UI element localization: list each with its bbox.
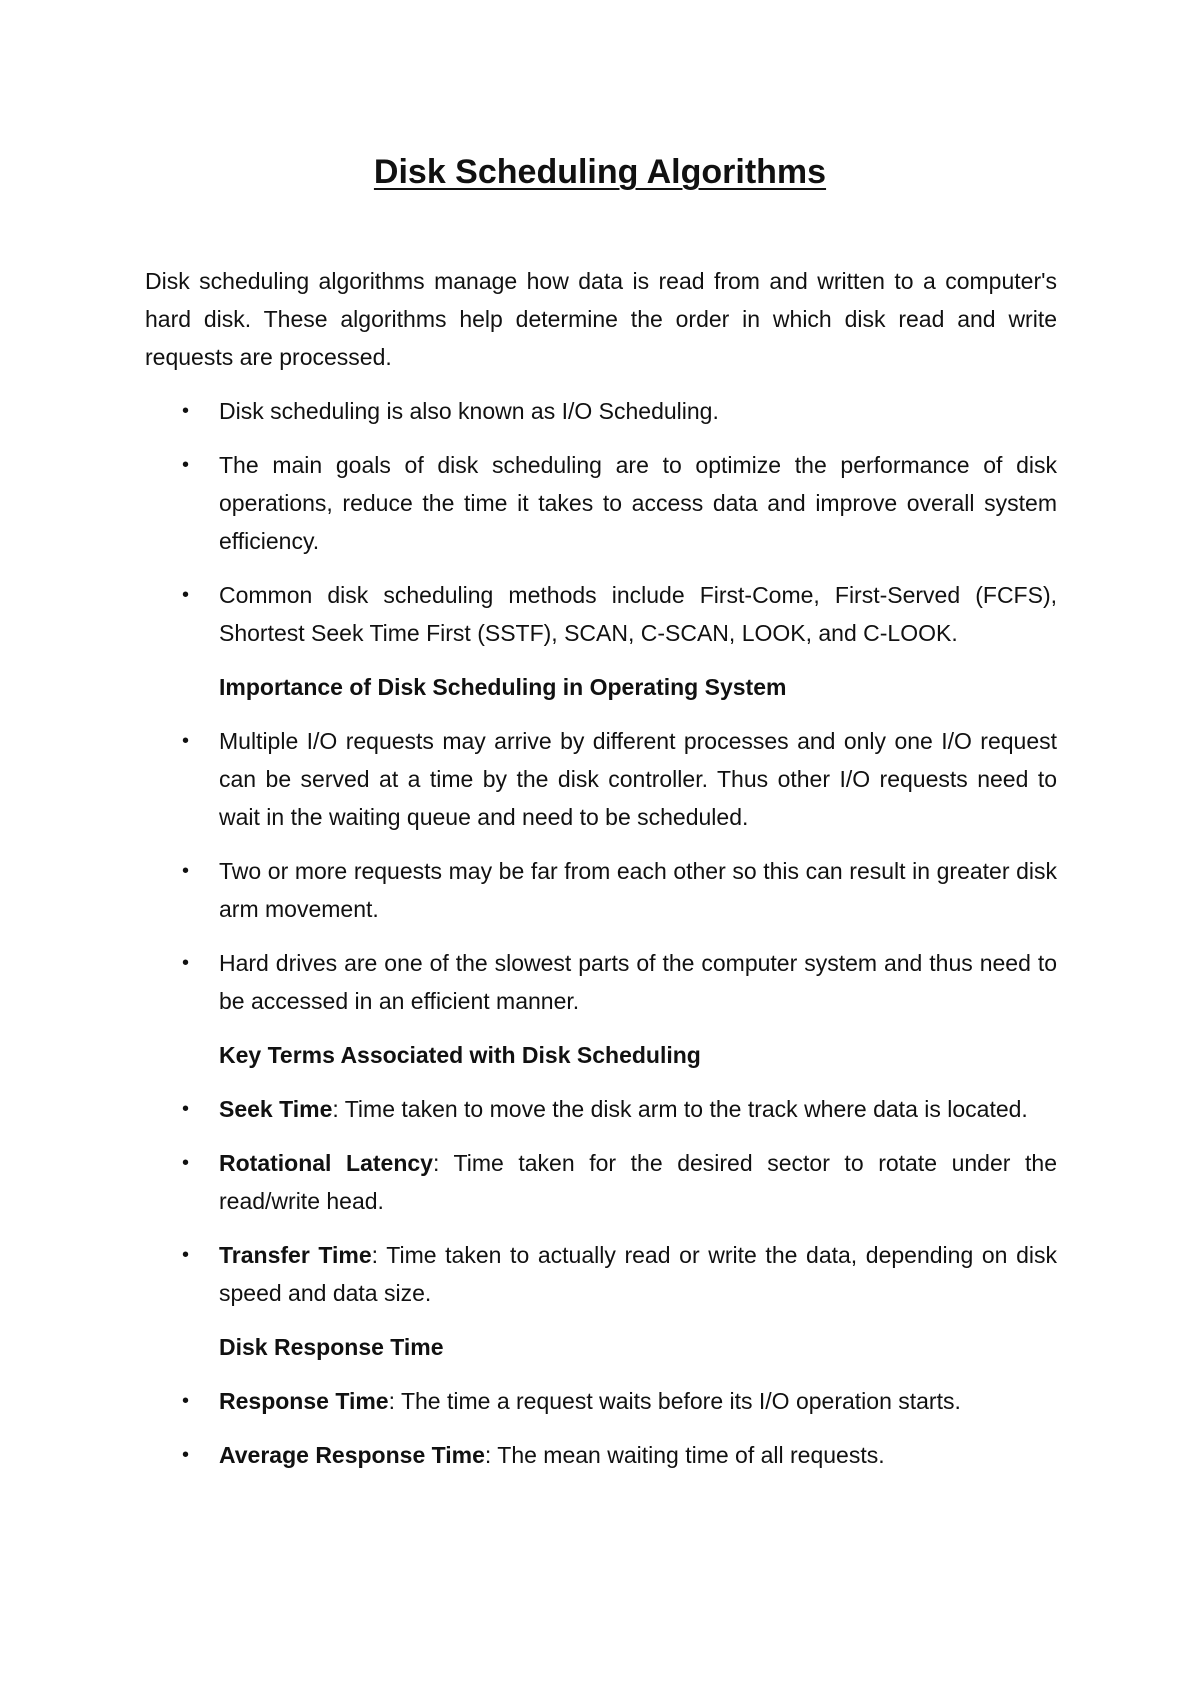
- term-label: Average Response Time: [219, 1442, 485, 1468]
- overview-list: [145, 392, 1057, 652]
- bullet-icon: •: [182, 1444, 190, 1466]
- list-item: [145, 576, 1057, 652]
- term-definition: : Time taken for the desired sector to rotate under the read/write head.: [219, 1150, 1057, 1214]
- section-heading-importance: Importance of Disk Scheduling in Operating System: [219, 674, 787, 700]
- bullet-icon: •: [182, 1152, 190, 1174]
- response-list: [145, 1382, 1057, 1474]
- bullet-icon: •: [182, 1390, 190, 1412]
- term-definition: : Time taken to actually read or write the data, depending on disk speed and data size.: [219, 1242, 1057, 1306]
- list-item: [145, 944, 1057, 1020]
- list-item: [145, 1236, 1057, 1312]
- list-item: [145, 1382, 1057, 1420]
- term-definition: : The time a request waits before its I/O operation starts.: [388, 1388, 961, 1414]
- list-item-text: Common disk scheduling methods include First-Come, First-Served (FCFS), Shortest Seek Time First (SSTF), SCAN, C-SCAN, LOOK, and C-LOOK.: [219, 582, 1057, 646]
- term-label: Transfer Time: [219, 1242, 372, 1268]
- bullet-icon: •: [182, 860, 190, 882]
- list-item-text: Two or more requests may be far from each other so this can result in greater disk arm movement.: [219, 858, 1057, 922]
- term-definition: : Time taken to move the disk arm to the track where data is located.: [332, 1096, 1028, 1122]
- bullet-icon: •: [182, 454, 190, 476]
- term-definition: : The mean waiting time of all requests.: [484, 1442, 885, 1468]
- term-label: Seek Time: [219, 1096, 333, 1122]
- list-item-text: Hard drives are one of the slowest parts of the computer system and thus need to be accessed in an efficient manner.: [219, 950, 1057, 1014]
- list-item: [145, 1144, 1057, 1220]
- intro-paragraph: Disk scheduling algorithms manage how data is read from and written to a computer's hard disk. These algorithms help determine the order in which disk read and write requests are processed.: [145, 268, 1057, 370]
- list-item-text: Multiple I/O requests may arrive by different processes and only one I/O request can be served at a time by the disk controller. Thus other I/O requests need to wait in the waiting queue and need to be scheduled.: [219, 728, 1057, 830]
- bullet-icon: •: [182, 584, 190, 606]
- list-item: [145, 722, 1057, 836]
- list-item-text: The main goals of disk scheduling are to optimize the performance of disk operations, reduce the time it takes to access data and improve overall system efficiency.: [219, 452, 1057, 554]
- list-item: [145, 446, 1057, 560]
- bullet-icon: •: [182, 400, 190, 422]
- bullet-icon: •: [182, 1098, 190, 1120]
- list-item-text: Disk scheduling is also known as I/O Scheduling.: [219, 398, 719, 424]
- term-label: Response Time: [219, 1388, 389, 1414]
- importance-list: [145, 722, 1057, 1020]
- document-body: [145, 262, 1057, 1490]
- bullet-icon: •: [182, 1244, 190, 1266]
- bullet-icon: •: [182, 952, 190, 974]
- list-item: [145, 1090, 1057, 1128]
- page-title: Disk Scheduling Algorithms: [373, 153, 827, 191]
- list-item: [145, 392, 1057, 430]
- list-item: [145, 1436, 1057, 1474]
- key-terms-list: [145, 1090, 1057, 1312]
- section-heading-key-terms: Key Terms Associated with Disk Scheduling: [219, 1042, 701, 1068]
- section-heading-response: Disk Response Time: [219, 1334, 444, 1360]
- list-item: [145, 852, 1057, 928]
- bullet-icon: •: [182, 730, 190, 752]
- term-label: Rotational Latency: [219, 1150, 433, 1176]
